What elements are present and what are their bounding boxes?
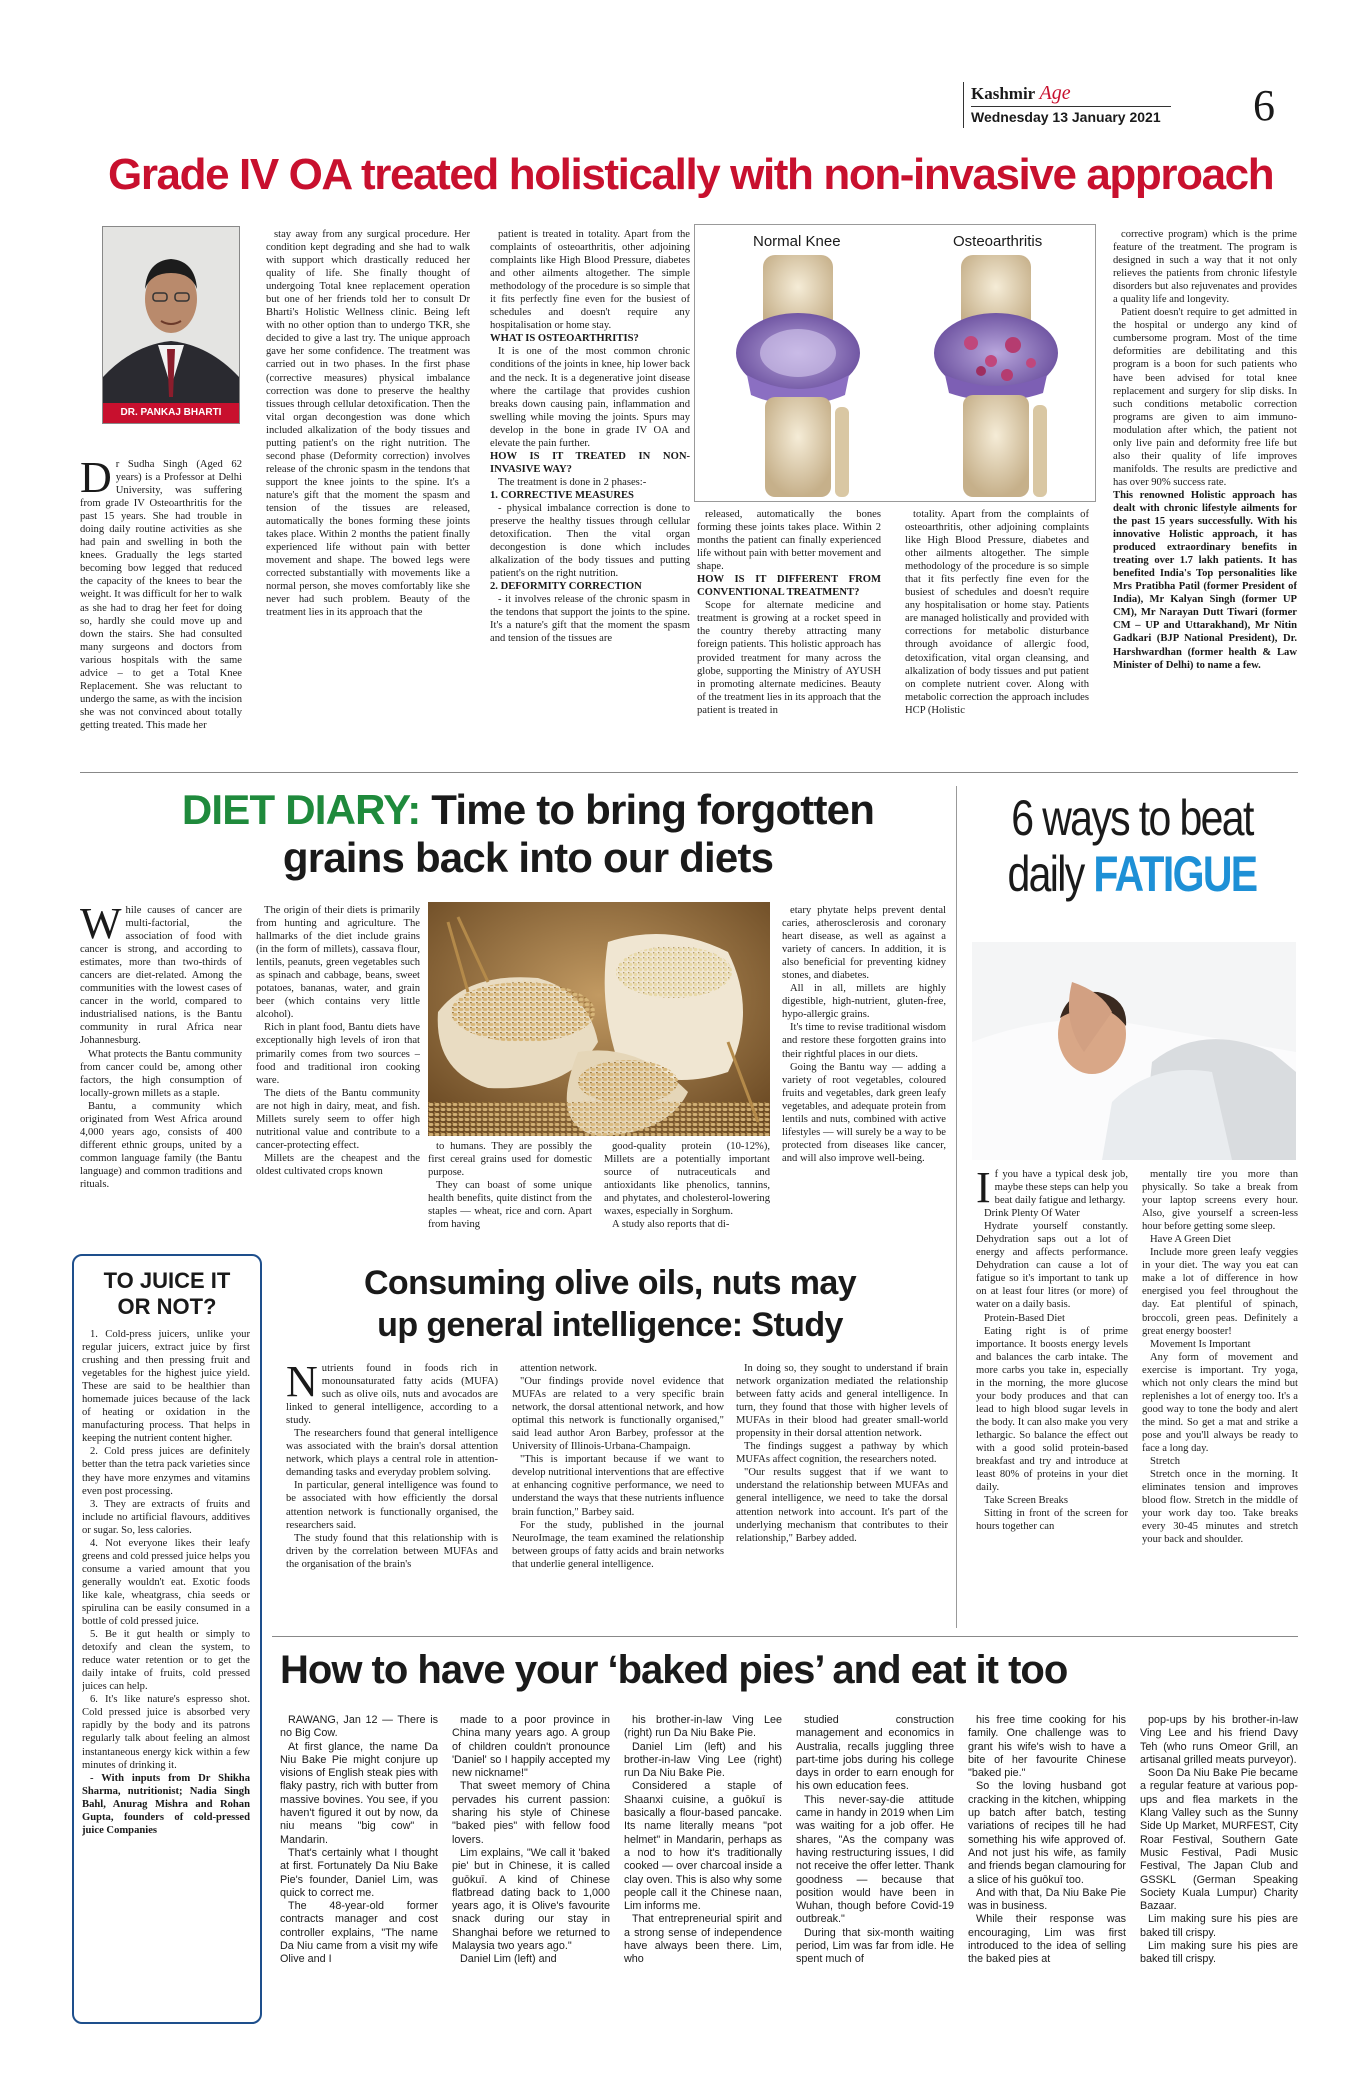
paragraph: The treatment is done in 2 phases:- [498,476,647,488]
paragraph: While their response was encouraging, Lim was first introduced to the idea of selling the baked pies at [968,1913,1126,1966]
diet-column-3 [428,1140,592,1236]
paragraph: Hydrate yourself constantly. Dehydration saps out a lot of energy and affects performance. Dehydration can cause a lot of fatigue so it's important to tank up on at least four litres (or more) of water on a daily basis. [976,1221,1128,1311]
paragraph: pop-ups by his brother-in-law Ving Lee and his friend Davy Teh (who runs Omeor Grill, an artisanal grilled meats purveyor). [1140,1714,1298,1766]
grains-photo [428,902,770,1136]
paragraph: The origin of their diets is primarily from hunting and agriculture. The hallmarks of the diet include grains (in the form of millets), cassava flour, lentils, peanuts, green vegetables such as spinach and cabbage, beans, sweet potatoes, bananas, water, and grain beer (which contains very little alcohol). [256,905,420,1021]
paragraph: And with that, Da Niu Bake Pie was in business. [968,1886,1126,1913]
doctor-portrait-image [103,227,239,423]
brand-age: Age [1039,82,1071,104]
paragraph: Patient doesn't require to get admitted in the hospital or undergo any kind of cumbersome program. Most of the time deformities are debilitating and this program is a boon for such patients who have been advised for total knee replacement and surgery for slip disks. In such conditions metabolic correction programs are given to aim immuno-modulation after which, the patient not only live pain and deformity free life but also their quality of life improves manifolds. The results are predictive and has over 90% success rate. [1113,307,1297,488]
doctor-photo [102,226,240,424]
pies-column-6 [1140,1714,1298,2004]
paragraph: attention network. [520,1363,598,1374]
paragraph: his free time cooking for his family. One challenge was to grant his wife's wish to have a bite of her favourite Chinese "baked pie." [968,1714,1126,1780]
paragraph: The diets of the Bantu community are not high in dairy, meat, and fish. Millets surely seem to offer high nutritional value and contribute to a cancer-protecting effect. [256,1087,420,1151]
fatigue-column-1 [976,1168,1128,1620]
paragraph: Stretch once in the morning. It eliminates tension and improves blood flow. Stretch in the middle of your work day too. Take breaks every 30-45 minutes and stretch your back and shoulder. [1142,1469,1298,1546]
paragraph: "This is important because if we want to develop nutritional interventions that are effective at enhancing cognitive performance, we need to understand the ways that these nutrients influence brain function," Barbey said. [512,1454,724,1518]
paragraph: Movement Is Important [1150,1338,1251,1350]
paragraph: - it involves release of the chronic spasm in the tendons that support the joints to the spine. It's a nature's gift that the moment the spasm and tension of the tissues are [490,594,690,645]
knee-diagram [694,224,1096,502]
paragraph: That sweet memory of China pervades his current passion: sharing his style of Chinese "baked pies" with fellow food lovers. [452,1780,610,1846]
fatigue-dropcap: I [976,1168,991,1212]
paragraph: Lim making sure his pies are baked till crispy. [1140,1913,1298,1939]
paragraph: Sitting in front of the screen for hours together can [976,1508,1128,1533]
paragraph: to humans. They are possibly the first cereal grains used for domestic purpose. [428,1141,592,1179]
diet-dropcap: W [80,904,122,948]
paragraph: Eating right is of prime importance. It boosts energy levels and balances the carb intake. The more carbs you take in, especially in the morning, the more glucose your body produces and that can lead to high blood sugar levels in the body. It can also make you very lethargic. So balance the effect out with a good solid protein-based breakfast and try and introduce at least 80% of proteins in your diet daily. [976,1325,1128,1494]
knee-label-oa: Osteoarthritis [953,233,1043,250]
paragraph: Lim making sure his pies are baked till crispy. [1140,1940,1298,1966]
olive-headline-line1: Consuming olive oils, nuts may [363,1264,857,1302]
paragraph: In doing so, they sought to understand if brain network organization mediated the relationship between fatty acids and general intelligence. In turn, they found that those with higher levels of MUFAs in their blood had greater small-world propensity in their dorsal attention network. [736,1363,948,1440]
fatigue-headline-emphasis: FATIGUE [1093,846,1257,902]
fatigue-column-2 [1142,1168,1298,1620]
paragraph: 2. DEFORMITY CORRECTION [490,581,642,593]
paragraph: The study found that this relationship with is driven by the correlation between MUFAs and the organisation of the brain's [286,1532,498,1570]
paragraph: So the loving husband got cracking in the kitchen, whipping up batch after batch, testing variations of recipes till he had something his wife approved of. And not just his wife, as family and friends began clamouring for a slice of his guōkuī too. [968,1780,1126,1886]
olive-dropcap: N [286,1362,318,1406]
paragraph: The researchers found that general intelligence was associated with the brain's dorsal attention network, which plays a central role in attention-demanding tasks and everyday problem solving. [286,1428,498,1479]
paragraph: "Our results suggest that if we want to understand the relationship between MUFAs and general intelligence, we need to take the dorsal attention network into account. It's part of the underlying mechanism that contributes to their relationship," Barbey added. [736,1467,948,1544]
paragraph: hile causes of cancer are multi-factorial, the association of food with cancer is strong, and according to estimates, more than two-thirds of cancers are diet-related. Among the communities with the lowest cases of cancer in the world, compared to industrialised nations, is the Bantu community in rural Africa near Johannesburg. [80,905,242,1047]
oa-column-5 [905,508,1089,760]
paragraph: totality. Apart from the complaints of osteoarthritis, other adjoining complaints like High Blood Pressure, diabetes and other ailments altogether. The simple methodology of the procedure is so simple that it fits perfectly fine even for the busiest of schedules and doesn't require any hospitalisation or home stay. Patients are managed holistically and provided with corrections for metabolic disturbance through avoidance of allergic food, detoxification, vital organ cleansing, and alkalization of body tissues and put patient on complete nutrient cover. Along with metabolic correction the approach includes HCP (Holistic [905,509,1089,716]
paragraph: This renowned Holistic approach has dealt with chronic lifestyle ailments for the past 15 years successfully. With his innovative Holistic approach, it has produced extraordinary benefits in treating over 1.7 lakh patients. It has benefited India's Top personalities like Mrs Pratibha Patil (former President of India), Mr Kalyan Singh (former UP CM), Mr Narayan Dutt Tiwari (former CM – UP and Uttarakhand), Mr Nitin Gadkari (BJP National President), Dr. Harshwardhan (former health & Law Minister of Delhi) to name a few. [1113,489,1297,671]
grains-image [428,902,770,1136]
paragraph: 2. Cold press juices are definitely better than the tetra pack varieties since they have more enzymes and vitamins even post processing. [82,1446,250,1497]
olive-column-1 [286,1362,498,1624]
paragraph: r Sudha Singh (Aged 62 years) is a Professor at Delhi University, was suffering from grade IV Osteoarthritis for the past 15 years. She had trouble in doing daily routine activities as she had pain and swelling in both the knees. Gradually the legs started becoming bow legged that reduced the capacity of the knees to bear the weight. It was difficult for her to walk as she had to drag her feet for doing so, hardly she could move up and down the stairs. She had consulted many surgeons and doctors from various hospitals with the same advice – to get a Total Knee Replacement. She was reluctant to undergo the same, as with the incision she was not convinced about totally getting treated. This made her [80,459,242,731]
divider-olive [272,1636,1298,1637]
tired-man-image [972,942,1296,1160]
oa-column-1-text [80,459,242,731]
doctor-photo-caption: DR. PANKAJ BHARTI [103,403,239,423]
diet-column-1 [80,904,242,1234]
brand-kashmir: Kashmir [971,84,1036,103]
olive-headline [272,1262,948,1346]
pies-column-3 [624,1714,782,2004]
paragraph: At first glance, the name Da Niu Bake Pie might conjure up visions of English steak pies with flaky pastry, rich with butter from massive bovines. You see, if you haven't figured it out by now, da niu means "big cow" in Mandarin. [280,1740,438,1846]
juice-title-line1: TO JUICE IT [103,1268,231,1293]
pies-column-5 [968,1714,1126,2004]
fatigue-column-1-text [976,1169,1128,1533]
paragraph: HOW IS IT DIFFERENT FROM CONVENTIONAL TREATMENT? [697,574,881,599]
paragraph: In particular, general intelligence was found to be associated with how efficiently the dorsal attention network is functionally organised, the researchers said. [286,1480,498,1531]
oa-column-2 [266,228,470,760]
fatigue-headline-daily: daily [1007,846,1094,902]
olive-column-3 [736,1362,948,1624]
paragraph: 3. They are extracts of fruits and include no artificial flavours, additives or sugar. So, less calories. [82,1498,250,1536]
pies-column-4 [796,1714,954,2004]
olive-column-2 [512,1362,724,1624]
paragraph: Take Screen Breaks [984,1495,1068,1507]
paragraph: Considered a staple of Shaanxi cuisine, a guōkuī is basically a flour-based pancake. Its name literally means "pot helmet" in Mandarin, perhaps as a nod to how it's traditionally cooked — over charcoal inside a clay oven. This is also why some people call it the Chinese naan, Lim informs me. [624,1780,782,1913]
fatigue-headline-line1: 6 ways to beat [1011,790,1253,846]
paragraph: During that six-month waiting period, Lim was far from idle. He spent much of [796,1926,954,1966]
paragraph: his brother-in-law Ving Lee (right) run Da Niu Bake Pie. [624,1714,782,1740]
paragraph: For the study, published in the journal NeuroImage, the team examined the relationship between groups of fatty acids and brain networks that underlie general intelligence. [512,1519,724,1570]
page-number: 6 [1253,81,1275,130]
paragraph: Stretch [1150,1456,1181,1468]
fatigue-headline-line2 [996,846,1268,902]
paragraph: good-quality protein (10-12%), Millets are a potentially important source of nutraceuticals and antioxidants like phenolics, tannins, and phytates, and cholesterol-lowering waxes, especially in Sorghum. [604,1141,770,1218]
paragraph: The findings suggest a pathway by which MUFAs affect cognition, the researchers noted. [736,1441,948,1466]
diet-headline-line2: grains back into our diets [282,834,774,881]
paragraph: HOW IS IT TREATED IN NON-INVASIVE WAY? [490,450,690,475]
oa-column-3 [490,228,690,760]
paragraph: 5. Be it gut health or simply to detoxify and clean the system, to reduce water retention or to get the daily intake of fruits, cold pressed juices can help. [82,1629,250,1693]
paragraph: Scope for alternate medicine and treatment is growing at a rocket speed in the country thereby attracting many foreign patients. This holistic approach has provided treatment for many across the globe, supporting the Ministry of AYUSH in promoting alternate medicines. Beauty of the treatment lies in its approach that the patient is treated in [697,600,881,716]
juice-credit: - With inputs from Dr Shikha Sharma, nutritionist; Nadia Singh Bahl, Anurag Mishra and Rohan Gupta, founders of cold-pressed juice Companies [82,1772,250,1836]
paragraph: Any form of movement and exercise is important. Try yoga, which not only clears the mind but replenishes a lot of energy too. It's a good way to tone the body and alert the mind. So get a mat and strike a pose and you'll always be ready to face a long day. [1142,1351,1298,1454]
oa-dropcap: D [80,458,112,502]
paragraph: They can boast of some unique health benefits, quite distinct from the staples — wheat, rice and corn. Apart from having [428,1180,592,1231]
paragraph: RAWANG, Jan 12 — There is no Big Cow. [280,1714,438,1740]
paragraph: Going the Bantu way — adding a variety of root vegetables, coloured fruits and vegetables, dark green leafy vegetables, and adequate protein from lentils and nuts, combined with active lifestyles — will surely be a way to be protected from diseases like cancer, and will also improve well-being. [782,1061,946,1164]
juice-title [74,1268,260,1320]
paragraph: That's certainly what I thought at first. Fortunately Da Niu Bake Pie's founder, Daniel Lim, was quick to correct me. [280,1846,438,1899]
paragraph: etary phytate helps prevent dental caries, atherosclerosis and coronary heart disease, as well as against a variety of cancers. In addition, it is also beneficial for preventing kidney stones, and diabetes. [782,905,946,982]
paragraph: patient is treated in totality. Apart from the complaints of osteoarthritis, other adjoining complaints like High Blood Pressure, diabetes and other ailments altogether. The simple methodology of the procedure is so simple that it fits perfectly fine even for the busiest of schedules and doesn't require any hospitalisation or home stay. [490,229,690,332]
divider-diet-fatigue [956,786,957,1628]
diet-headline-part-a: Time to bring forgotten [420,786,875,833]
diet-kicker: DIET DIARY: [181,786,421,833]
paragraph: Include more green leafy veggies in your diet. The way you eat can make a lot of difference in how energised you feel throughout the day. Eat plentiful of spinach, broccoli, green peas. Definitely a great energy booster! [1142,1247,1298,1337]
masthead-date: Wednesday 13 January 2021 [971,109,1161,125]
paragraph: mentally tire you more than physically. So take a break from your laptop screens every hour. Also, give yourself a screen-less hour before getting some sleep. [1142,1169,1298,1233]
paragraph: This never-say-die attitude came in handy in 2019 when Lim was waiting for a job offer. He shares, "As the company was having restructuring issues, I did not receive the offer letter. Thank goodness — because that position would have been in Wuhan, though before Covid-19 outbreak." [796,1793,954,1926]
paragraph: Lim explains, "We call it 'baked pie' but in Chinese, it is called guōkuī. A kind of Chinese flatbread dating back to 1,000 years ago, it is Olive's favourite snack during our stay in Shanghai before we returned to Malaysia two years ago." [452,1846,610,1953]
divider-oa [80,772,1298,773]
paragraph: Soon Da Niu Bake Pie became a regular feature at various pop-ups and flea markets in the Klang Valley such as the Sunny Side Up Market, MURFEST, City Roar Festival, Southern Gate Music Festival, Padi Music Festival, The Japan Club and GSSKL (German Speaking Society Kuala Lumpur) Charity Bazaar. [1140,1767,1298,1913]
diet-column-5 [782,904,946,1236]
paragraph: stay away from any surgical procedure. Her condition kept degrading and she had to walk with support which drastically reduced her quality of life. She finally thought of undergoing Total knee replacement operation but one of her friends told her to consult Dr Bharti's Holistic Wellness clinic. Being left with no other option than to undergo TKR, she decided to give a last try. The unique approach gave her some confidence. The treatment was carried out in two phases. In the first phase (corrective measures) physical imbalance correction was done to preserve the healthy tissues through cellular detoxification. Then the vital organ decongestion was done which included alkalization of the body tissues and putting patient's on the right nutrition. The second phase (Deformity correction) involves release of the chronic spasm in the tendons that support the knee joints to the spine. It's a nature's gift that the moment the spasm and tension of the tissues are released, automatically the bones forming these joints takes place. Within 2 months the patient finally experienced life without pain with better movement and shape. The bowed legs were corrected substantially with movements like a normal person, she moves comfortably like she never had such problem. Beauty of the treatment lies in its approach that the [266,229,470,619]
paragraph: Millets are the cheapest and the oldest cultivated crops known [256,1152,420,1177]
paragraph: "Our findings provide novel evidence that MUFAs are related to a very specific brain network, the dorsal attentional network, and how optimal this network is functionally organised," said lead author Aron Barbey, professor at the University of Illinois-Urbana-Champaign. [512,1376,724,1453]
fatigue-photo [972,942,1296,1160]
paragraph: released, automatically the bones forming these joints takes place. Within 2 months the patient can finally experienced life without pain with better movement and shape. [697,509,881,573]
paragraph: 4. Not everyone likes their leafy greens and cold pressed juice helps you consume a varied amount that you generally wouldn't eat. Exotic foods like kale, wheatgrass, chia seeds or spirulina can be easily consumed in a bottle of cold pressed juice. [82,1537,250,1628]
pies-column-2 [452,1714,610,2004]
paragraph: All in all, millets are highly digestible, high-nutrient, gluten-free, hypo-allergic grains. [782,983,946,1021]
pies-column-1 [280,1714,438,2004]
diet-column-4 [604,1140,770,1236]
paragraph: Daniel Lim (left) and his brother-in-law Ving Lee (right) run Da Niu Bake Pie. [624,1740,782,1780]
masthead-brand [971,82,1071,105]
pies-headline: How to have your ‘baked pies’ and eat it too [280,1648,1068,1692]
paragraph: What protects the Bantu community from cancer could be, among other factors, the high consumption of locally-grown millets as a staple. [80,1048,242,1099]
paragraph: Drink Plenty Of Water [984,1208,1080,1220]
paragraph: f you have a typical desk job, maybe these steps can help you beat daily fatigue and lethargy. [994,1169,1128,1207]
oa-column-1 [80,458,242,760]
paragraph: corrective program) which is the prime feature of the treatment. The program is designed in such a way that it not only relieves the patients from chronic lifestyle disorders but also rejuvenates and provides a quality life and longevity. [1113,229,1297,306]
paragraph: Protein-Based Diet [984,1312,1065,1324]
juice-title-line2: OR NOT? [117,1294,217,1319]
juice-text [82,1328,250,2024]
masthead [963,82,1293,132]
paragraph: WHAT IS OSTEOARTHRITIS? [490,333,639,345]
paragraph: It's time to revise traditional wisdom and restore these forgotten grains into their rightful places in our diets. [782,1022,946,1060]
paragraph: It is one of the most common chronic conditions of the joints in knee, hip lower back and the neck. It is a degenerative joint disease where the cartilage that provides cushion breaks down causing pain, inflammation and swelling while moving the joints. Spurs may develop in the bone in grade IV OA and elevate the pain further. [490,346,690,449]
diet-column-2 [256,904,420,1234]
paragraph: A study also reports that di- [612,1219,730,1231]
diet-headline-line1 [108,786,948,834]
paragraph: Daniel Lim (left) and [460,1953,557,1966]
knee-illustration [695,225,1095,501]
diet-headline [108,786,948,882]
fatigue-headline [966,790,1298,902]
paragraph: Have A Green Diet [1150,1234,1231,1246]
diet-column-1-text [80,905,242,1191]
paragraph: Rich in plant food, Bantu diets have exceptionally high levels of iron that primarily comes from two sources – food and traditional iron cooking ware. [256,1022,420,1086]
oa-headline: Grade IV OA treated holistically with non-invasive approach [108,150,1274,199]
paragraph: made to a poor province in China many years ago. A group of children couldn't pronounce 'Daniel' so I happily accepted my new nickname!" [452,1714,610,1780]
paragraph: utrients found in foods rich in monounsaturated fatty acids (MUFA) such as olive oils, nuts and avocados are linked to general intelligence, according to a study. [286,1363,498,1427]
olive-headline-line2: up general intelligence: Study [377,1306,843,1344]
juice-box [72,1254,262,2024]
oa-column-6 [1113,228,1297,760]
knee-label-normal: Normal Knee [753,233,841,250]
paragraph: - physical imbalance correction is done to preserve the healthy tissues through cellular detoxification. Then the vital organ decongestion is done which includes alkalization of the body tissues and putting patient's on the right nutrition. [490,502,690,580]
paragraph: That entrepreneurial spirit and a strong sense of independence have always been there. Lim, who [624,1913,782,1966]
paragraph: 6. It's like nature's espresso shot. Cold pressed juice is absorbed very rapidly by the body and its patrons regularly talk about feeling an almost instantaneous energy kick within a few minutes of drinking it. [82,1694,250,1771]
paragraph: The 48-year-old former contracts manager and cost controller explains, "The name Da Niu came from a visit my wife Olive and I [280,1900,438,1966]
oa-column-4 [697,508,881,760]
paragraph: 1. CORRECTIVE MEASURES [490,489,634,501]
paragraph: 1. Cold-press juicers, unlike your regular juicers, extract juice by first crushing and then pressing fruit and vegetables for the highest juice yield. These are said to be healthier than homemade juices because of the lack of heating or oxidation in the manufacturing process. That helps in keeping the nutrient content higher. [82,1329,250,1445]
paragraph: Bantu, a community which originated from West Africa around 4,000 years ago, consists of 400 different ethnic groups, united by a common language family (the Bantu language) and common traditions and rituals. [80,1100,242,1190]
paragraph: studied construction management and economics in Australia, recalls juggling three part-time jobs during his college days in order to earn enough for his own education fees. [796,1714,954,1793]
